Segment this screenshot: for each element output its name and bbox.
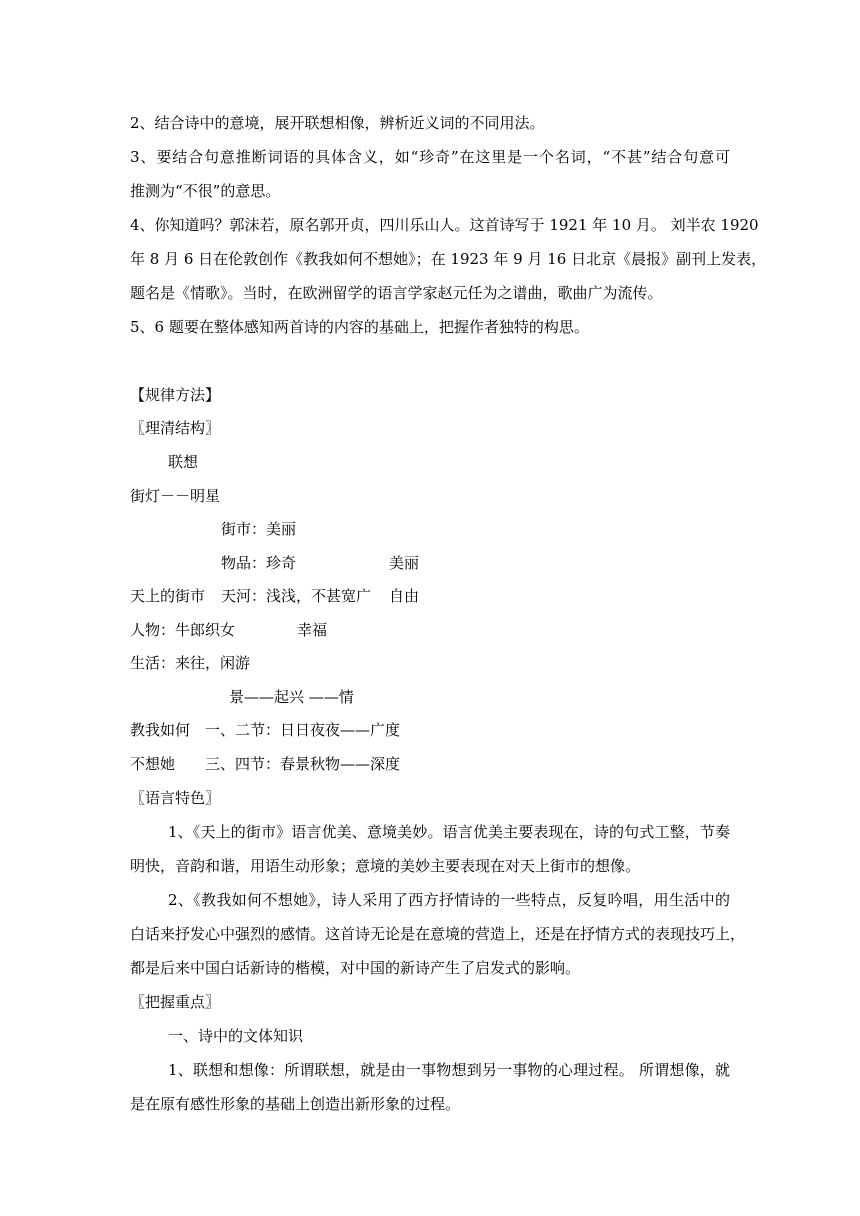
diagram-people: 人物：牛郎织女 [130, 621, 236, 639]
diagram-market: 街市：美丽 [221, 520, 297, 538]
key-item-1-line2: 是在原有感性形象的基础上创造出新形象的过程。 [130, 1095, 461, 1113]
note-item-4-line3: 题名是《情歌》。当时，在欧洲留学的语言学家赵元任为之谱曲，歌曲广为流传。 [130, 284, 663, 302]
lang-item-2-line2: 白话来抒发心中强烈的感情。这首诗无论是在意境的营造上，还是在抒情方式的表现技巧上， [130, 925, 746, 943]
diagram-sky-market: 天上的街市 [130, 587, 206, 605]
diagram-life: 生活：来往，闲游 [130, 654, 251, 672]
diagram-goods: 物品：珍奇 [221, 554, 297, 572]
lang-item-1-line2: 明快，音韵和谐，用语生动形象；意境的美妙主要表现在对天上街市的想像。 [130, 857, 641, 875]
note-item-3-line2: 推测为“不很”的意思。 [130, 182, 281, 200]
lang-item-2-line1: 2、《教我如何不想她》，诗人采用了西方抒情诗的一些特点，反复吟唱，用生活中的 [168, 891, 730, 909]
note-item-3-line1: 3、要结合句意推断词语的具体含义，如“珍奇”在这里是一个名词，“不甚”结合句意可 [130, 148, 730, 166]
diagram-poem-title-1: 教我如何 [130, 721, 191, 739]
lang-item-1-line1: 1、《天上的街市》语言优美、意境美妙。语言优美主要表现在，诗的句式工整，节奏 [168, 823, 730, 841]
structure-heading: 〖理清结构〗 [130, 419, 221, 437]
method-heading: 【规律方法】 [130, 386, 221, 404]
note-item-4-line1: 4、你知道吗？郭沫若，原名郭开贞，四川乐山人。这首诗写于 1921 年 10 月。 刘半农 1920 [130, 216, 759, 234]
diagram-sky-river: 天河：浅浅，不甚宽广 [221, 587, 372, 605]
language-heading: 〖语言特色〗 [130, 789, 221, 807]
note-item-2: 2、结合诗中的意境，展开联想相像，辨析近义词的不同用法。 [130, 114, 545, 132]
diagram-freedom: 自由 [389, 587, 420, 605]
lang-item-2-line3: 都是后来中国白话新诗的楷模，对中国的新诗产生了启发式的影响。 [130, 959, 581, 977]
diagram-street-lamp: 街灯－－明星 [130, 487, 221, 505]
diagram-happiness: 幸福 [297, 621, 328, 639]
note-item-4-line2: 年 8 月 6 日在伦敦创作《教我如何不想她》；在 1923 年 9 月 16 日北京《晨报》副刊上发表， [130, 250, 767, 268]
key-section-1: 一、诗中的文体知识 [168, 1027, 304, 1045]
diagram-section-12: 一、二节：日日夜夜——广度 [205, 721, 401, 739]
key-points-heading: 〖把握重点〗 [130, 993, 221, 1011]
diagram-section-34: 三、四节：春景秋物——深度 [205, 755, 401, 773]
key-item-1-line1: 1、联想和想像：所谓联想，就是由一事物想到另一事物的心理过程。 所谓想像，就 [168, 1061, 730, 1079]
diagram-poem-title-2: 不想她 [130, 755, 176, 773]
diagram-beautiful: 美丽 [389, 554, 420, 572]
note-item-5: 5、6 题要在整体感知两首诗的内容的基础上，把握作者独特的构思。 [130, 318, 589, 336]
diagram-association: 联想 [168, 453, 199, 471]
diagram-scene-emotion: 景——起兴 ——情 [229, 688, 354, 706]
